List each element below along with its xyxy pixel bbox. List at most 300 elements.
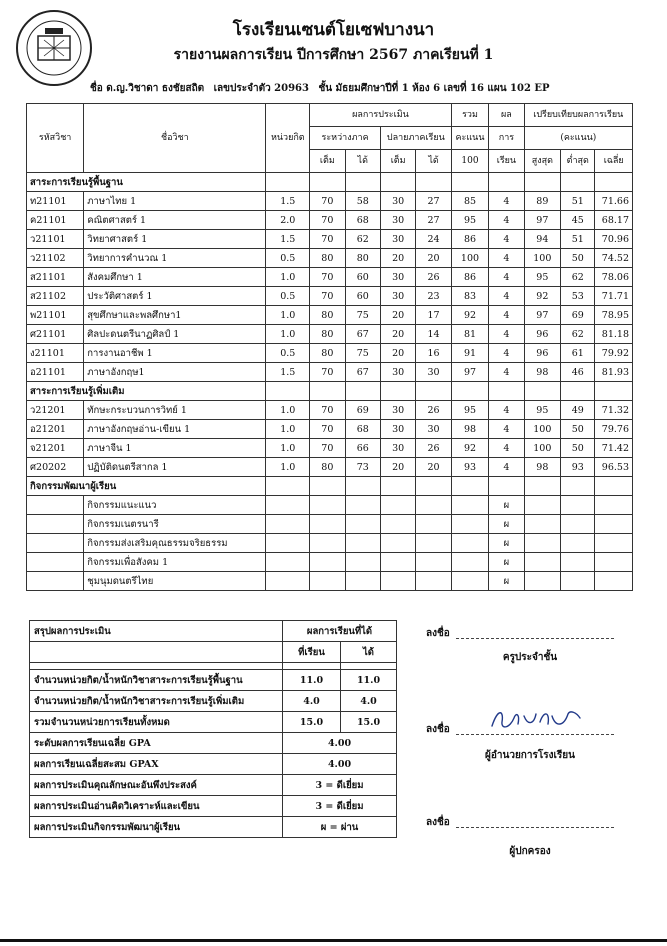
code-cell: อ21201 (27, 420, 84, 439)
activity-name: ชุมนุมดนตรีไทย (84, 572, 266, 591)
code-cell: ว21102 (27, 249, 84, 268)
mid-full-cell: 70 (310, 230, 345, 249)
total-credits-label: รวมจำนวนหน่วยการเรียนทั้งหมด (30, 712, 283, 733)
fin-full-cell: 30 (380, 401, 415, 420)
table-row (27, 458, 633, 477)
credits-cell: 1.0 (266, 306, 310, 325)
mid-got-cell: 58 (345, 192, 380, 211)
empty-cell (451, 382, 488, 401)
group-title: กิจกรรมพัฒนาผู้เรียน (27, 477, 266, 496)
grade-cell: 4 (489, 287, 524, 306)
code-cell: ศ20202 (27, 458, 84, 477)
table-row (27, 363, 633, 382)
basic-credits-got: 11.0 (341, 670, 397, 691)
fin-full-cell: 20 (380, 306, 415, 325)
credits-cell: 2.0 (266, 211, 310, 230)
director-signature (488, 702, 584, 736)
min-cell: 49 (561, 401, 595, 420)
basic-credits-label: จำนวนหน่วยกิต/น้ำหนักวิชาสาระการเรียนรู้พื้นฐาน (30, 670, 283, 691)
total-cell: 92 (451, 439, 488, 458)
mid-got-cell: 67 (345, 363, 380, 382)
empty-cell (451, 173, 488, 192)
subject-cell: ปฏิบัติดนตรีสากล 1 (84, 458, 266, 477)
fin-got-cell: 26 (416, 439, 451, 458)
empty-cell (266, 553, 310, 572)
grade-cell: 4 (489, 325, 524, 344)
code-cell: ว21201 (27, 401, 84, 420)
total-cell: 92 (451, 306, 488, 325)
fin-got-cell: 17 (416, 306, 451, 325)
table-row (27, 344, 633, 363)
max-cell: 96 (524, 344, 560, 363)
table-row (27, 249, 633, 268)
activity-row (27, 515, 633, 534)
empty-cell (416, 173, 451, 192)
header-total-2: คะแนน (451, 127, 488, 150)
mid-full-cell: 80 (310, 344, 345, 363)
credits-cell: 1.5 (266, 230, 310, 249)
subject-cell: ศิลปะดนตรีนาฏศิลป์ 1 (84, 325, 266, 344)
empty-cell (451, 553, 488, 572)
code-cell (27, 515, 84, 534)
empty-cell (595, 534, 633, 553)
avg-cell: 81.18 (595, 325, 633, 344)
fin-full-cell: 20 (380, 458, 415, 477)
header-grade-2: การ (489, 127, 524, 150)
subject-cell: สุขศึกษาและพลศึกษา1 (84, 306, 266, 325)
fin-full-cell: 30 (380, 211, 415, 230)
fin-got-cell: 27 (416, 211, 451, 230)
fin-full-cell: 30 (380, 287, 415, 306)
fin-full-cell: 20 (380, 249, 415, 268)
credits-cell: 1.0 (266, 401, 310, 420)
header-fin-got: ได้ (416, 150, 451, 173)
empty-cell (266, 496, 310, 515)
total-cell: 85 (451, 192, 488, 211)
activity-grade: ผ (489, 553, 524, 572)
sign-line-director (456, 734, 614, 735)
table-row (27, 401, 633, 420)
bottom-rule (0, 939, 667, 942)
grade-cell: 4 (489, 230, 524, 249)
header-avg: เฉลี่ย (595, 150, 633, 173)
grade-cell: 4 (489, 420, 524, 439)
empty-cell (595, 477, 633, 496)
mid-full-cell: 70 (310, 268, 345, 287)
empty-cell (345, 572, 380, 591)
fin-got-cell: 24 (416, 230, 451, 249)
avg-cell: 79.92 (595, 344, 633, 363)
empty-cell (595, 572, 633, 591)
mid-got-cell: 68 (345, 420, 380, 439)
header-midterm: ระหว่างภาค (310, 127, 381, 150)
code-cell (27, 553, 84, 572)
max-cell: 97 (524, 306, 560, 325)
total-credits-registered: 15.0 (283, 712, 341, 733)
max-cell: 100 (524, 439, 560, 458)
summary-result-header: ผลการเรียนที่ได้ (283, 621, 397, 642)
empty-cell (266, 477, 310, 496)
student-id: เลขประจำตัว 20963 (213, 83, 309, 94)
empty-cell (524, 382, 560, 401)
table-row (27, 192, 633, 211)
total-cell: 83 (451, 287, 488, 306)
mid-got-cell: 66 (345, 439, 380, 458)
subject-cell: วิทยาศาสตร์ 1 (84, 230, 266, 249)
empty-cell (345, 534, 380, 553)
max-cell: 100 (524, 420, 560, 439)
student-info (90, 81, 650, 96)
min-cell: 62 (561, 268, 595, 287)
activity-grade: ผ (489, 515, 524, 534)
header-code: รหัสวิชา (27, 104, 84, 173)
empty-cell (561, 553, 595, 572)
summary-gap (283, 663, 341, 670)
header-credits: หน่วยกิต (266, 104, 310, 173)
avg-cell: 71.32 (595, 401, 633, 420)
empty-cell (595, 553, 633, 572)
empty-cell (266, 572, 310, 591)
empty-cell (310, 515, 345, 534)
activity-row (27, 553, 633, 572)
max-cell: 98 (524, 458, 560, 477)
max-cell: 98 (524, 363, 560, 382)
fin-full-cell: 30 (380, 230, 415, 249)
fin-got-cell: 14 (416, 325, 451, 344)
summary-title: สรุปผลการประเมิน (30, 621, 283, 642)
avg-cell: 68.17 (595, 211, 633, 230)
empty-cell (561, 534, 595, 553)
sign-line-guardian (456, 827, 614, 828)
summary-table (29, 620, 397, 838)
empty-cell (524, 173, 560, 192)
mid-full-cell: 80 (310, 249, 345, 268)
header-grade-3: เรียน (489, 150, 524, 173)
credits-cell: 1.0 (266, 458, 310, 477)
fin-full-cell: 30 (380, 420, 415, 439)
summary-col-got: ได้ (341, 642, 397, 663)
empty-cell (595, 382, 633, 401)
code-cell (27, 534, 84, 553)
student-name: ชื่อ ด.ญ.วิชาดา ธงชัยสถิต (90, 83, 205, 94)
student-class: ชั้น มัธยมศึกษาปีที่ 1 ห้อง 6 เลขที่ 16 แผน 102 EP (318, 83, 550, 94)
credits-cell: 1.0 (266, 439, 310, 458)
header-compare-2: (คะแนน) (524, 127, 632, 150)
summary-gap (30, 663, 283, 670)
empty-cell (524, 496, 560, 515)
credits-cell: 0.5 (266, 287, 310, 306)
guardian-label: ผู้ปกครอง (509, 846, 551, 857)
mid-got-cell: 75 (345, 306, 380, 325)
sign-label-guardian: ลงชื่อ (426, 817, 450, 828)
code-cell: ท21101 (27, 192, 84, 211)
min-cell: 51 (561, 192, 595, 211)
empty-cell (380, 173, 415, 192)
activity-name: กิจกรรมเพื่อสังคม 1 (84, 553, 266, 572)
credits-cell: 1.0 (266, 325, 310, 344)
grade-cell: 4 (489, 306, 524, 325)
total-cell: 95 (451, 401, 488, 420)
empty-cell (416, 515, 451, 534)
header-subject: ชื่อวิชา (84, 104, 266, 173)
reading-writing-label: ผลการประเมินอ่านคิดวิเคราะห์และเขียน (30, 796, 283, 817)
subject-cell: ภาษาไทย 1 (84, 192, 266, 211)
empty-cell (416, 477, 451, 496)
basic-credits-registered: 11.0 (283, 670, 341, 691)
total-cell: 91 (451, 344, 488, 363)
header-mid-got: ได้ (345, 150, 380, 173)
min-cell: 93 (561, 458, 595, 477)
subject-cell: คณิตศาสตร์ 1 (84, 211, 266, 230)
max-cell: 100 (524, 249, 560, 268)
empty-cell (451, 477, 488, 496)
mid-full-cell: 70 (310, 287, 345, 306)
empty-cell (266, 534, 310, 553)
max-cell: 89 (524, 192, 560, 211)
fin-got-cell: 20 (416, 458, 451, 477)
empty-cell (345, 496, 380, 515)
empty-cell (416, 572, 451, 591)
table-row (27, 287, 633, 306)
avg-cell: 78.95 (595, 306, 633, 325)
empty-cell (561, 515, 595, 534)
grade-cell: 4 (489, 192, 524, 211)
header-compare-1: เปรียบเทียบผลการเรียน (524, 104, 632, 127)
mid-full-cell: 80 (310, 458, 345, 477)
gpa-value: 4.00 (283, 733, 397, 754)
subject-cell: ภาษาอังกฤษ1 (84, 363, 266, 382)
empty-cell (310, 572, 345, 591)
empty-cell (345, 553, 380, 572)
subject-cell: ภาษาอังกฤษอ่าน-เขียน 1 (84, 420, 266, 439)
characteristics-value: 3 = ดีเยี่ยม (283, 775, 397, 796)
empty-cell (310, 477, 345, 496)
header-min: ต่ำสุด (561, 150, 595, 173)
min-cell: 69 (561, 306, 595, 325)
fin-full-cell: 20 (380, 325, 415, 344)
code-cell: ศ21101 (27, 325, 84, 344)
empty-cell (595, 515, 633, 534)
avg-cell: 71.71 (595, 287, 633, 306)
empty-cell (266, 382, 310, 401)
mid-full-cell: 70 (310, 211, 345, 230)
empty-cell (416, 534, 451, 553)
avg-cell: 81.93 (595, 363, 633, 382)
table-row (27, 230, 633, 249)
code-cell (27, 572, 84, 591)
fin-got-cell: 26 (416, 268, 451, 287)
fin-full-cell: 30 (380, 268, 415, 287)
empty-cell (524, 572, 560, 591)
grade-cell: 4 (489, 401, 524, 420)
gpax-value: 4.00 (283, 754, 397, 775)
avg-cell: 74.52 (595, 249, 633, 268)
summary-col-registered: ที่เรียน (283, 642, 341, 663)
mid-got-cell: 75 (345, 344, 380, 363)
group-row (27, 382, 633, 401)
table-row (27, 439, 633, 458)
school-name: โรงเรียนเซนต์โยเซฟบางนา (232, 20, 435, 40)
header-final: ปลายภาคเรียน (380, 127, 451, 150)
empty-cell (416, 382, 451, 401)
add-credits-got: 4.0 (341, 691, 397, 712)
mid-got-cell: 80 (345, 249, 380, 268)
empty-cell (416, 496, 451, 515)
group-title: สาระการเรียนรู้พื้นฐาน (27, 173, 266, 192)
sign-line-teacher (456, 638, 614, 639)
empty-cell (524, 534, 560, 553)
activities-label: ผลการประเมินกิจกรรมพัฒนาผู้เรียน (30, 817, 283, 838)
empty-cell (310, 553, 345, 572)
avg-cell: 71.66 (595, 192, 633, 211)
empty-cell (451, 534, 488, 553)
empty-cell (561, 572, 595, 591)
summary-blank (30, 642, 283, 663)
total-cell: 97 (451, 363, 488, 382)
mid-got-cell: 68 (345, 211, 380, 230)
empty-cell (345, 477, 380, 496)
activity-grade: ผ (489, 572, 524, 591)
total-cell: 98 (451, 420, 488, 439)
empty-cell (561, 173, 595, 192)
min-cell: 46 (561, 363, 595, 382)
empty-cell (380, 534, 415, 553)
gpa-label: ระดับผลการเรียนเฉลี่ย GPA (30, 733, 283, 754)
credits-cell: 1.0 (266, 268, 310, 287)
avg-cell: 79.76 (595, 420, 633, 439)
credits-cell: 1.5 (266, 192, 310, 211)
max-cell: 94 (524, 230, 560, 249)
fin-full-cell: 20 (380, 344, 415, 363)
empty-cell (524, 553, 560, 572)
table-row (27, 325, 633, 344)
activities-value: ผ = ผ่าน (283, 817, 397, 838)
activity-name: กิจกรรมเนตรนารี (84, 515, 266, 534)
empty-cell (310, 173, 345, 192)
subject-cell: ภาษาจีน 1 (84, 439, 266, 458)
mid-full-cell: 70 (310, 420, 345, 439)
header-evaluation: ผลการประเมิน (310, 104, 452, 127)
empty-cell (451, 572, 488, 591)
code-cell: จ21201 (27, 439, 84, 458)
empty-cell (380, 477, 415, 496)
empty-cell (380, 382, 415, 401)
mid-full-cell: 70 (310, 192, 345, 211)
group-row (27, 477, 633, 496)
avg-cell: 71.42 (595, 439, 633, 458)
mid-full-cell: 70 (310, 439, 345, 458)
empty-cell (561, 496, 595, 515)
activity-row (27, 572, 633, 591)
mid-got-cell: 60 (345, 268, 380, 287)
fin-full-cell: 30 (380, 192, 415, 211)
credits-cell: 1.0 (266, 420, 310, 439)
activity-grade: ผ (489, 534, 524, 553)
subject-cell: การงานอาชีพ 1 (84, 344, 266, 363)
table-row (27, 268, 633, 287)
subject-cell: สังคมศึกษา 1 (84, 268, 266, 287)
fin-full-cell: 30 (380, 363, 415, 382)
empty-cell (345, 515, 380, 534)
code-cell: ง21101 (27, 344, 84, 363)
table-row (27, 420, 633, 439)
sign-label-director: ลงชื่อ (426, 724, 450, 735)
header-mid-full: เต็ม (310, 150, 345, 173)
empty-cell (595, 496, 633, 515)
mid-got-cell: 62 (345, 230, 380, 249)
subject-cell: วิทยาการคำนวณ 1 (84, 249, 266, 268)
mid-full-cell: 80 (310, 325, 345, 344)
code-cell: ว21101 (27, 230, 84, 249)
header-total-1: รวม (451, 104, 488, 127)
empty-cell (266, 515, 310, 534)
fin-got-cell: 27 (416, 192, 451, 211)
total-cell: 93 (451, 458, 488, 477)
empty-cell (561, 477, 595, 496)
empty-cell (310, 496, 345, 515)
mid-full-cell: 70 (310, 401, 345, 420)
total-cell: 95 (451, 211, 488, 230)
empty-cell (524, 515, 560, 534)
empty-cell (380, 515, 415, 534)
fin-got-cell: 20 (416, 249, 451, 268)
empty-cell (451, 515, 488, 534)
min-cell: 50 (561, 439, 595, 458)
avg-cell: 70.96 (595, 230, 633, 249)
min-cell: 61 (561, 344, 595, 363)
grade-cell: 4 (489, 344, 524, 363)
credits-cell: 0.5 (266, 249, 310, 268)
mid-got-cell: 69 (345, 401, 380, 420)
homeroom-teacher-label: ครูประจำชั้น (502, 652, 558, 663)
report-title: รายงานผลการเรียน ปีการศึกษา 2567 ภาคเรียนที่ 1 (173, 47, 494, 63)
fin-full-cell: 30 (380, 439, 415, 458)
min-cell: 53 (561, 287, 595, 306)
reading-writing-value: 3 = ดีเยี่ยม (283, 796, 397, 817)
empty-cell (416, 553, 451, 572)
subject-cell: ประวัติศาสตร์ 1 (84, 287, 266, 306)
total-cell: 86 (451, 268, 488, 287)
add-credits-registered: 4.0 (283, 691, 341, 712)
code-cell: ส21101 (27, 268, 84, 287)
fin-got-cell: 16 (416, 344, 451, 363)
empty-cell (380, 553, 415, 572)
grade-cell: 4 (489, 439, 524, 458)
gpax-label: ผลการเรียนเฉลี่ยสะสม GPAX (30, 754, 283, 775)
empty-cell (561, 382, 595, 401)
max-cell: 95 (524, 401, 560, 420)
grade-cell: 4 (489, 268, 524, 287)
header-grade-1: ผล (489, 104, 524, 127)
max-cell: 96 (524, 325, 560, 344)
mid-full-cell: 80 (310, 306, 345, 325)
grade-cell: 4 (489, 363, 524, 382)
empty-cell (380, 572, 415, 591)
min-cell: 50 (561, 420, 595, 439)
fin-got-cell: 30 (416, 420, 451, 439)
sign-label-teacher: ลงชื่อ (426, 628, 450, 639)
empty-cell (345, 173, 380, 192)
grade-cell: 4 (489, 211, 524, 230)
mid-got-cell: 60 (345, 287, 380, 306)
total-credits-got: 15.0 (341, 712, 397, 733)
code-cell: พ21101 (27, 306, 84, 325)
empty-cell (266, 173, 310, 192)
code-cell: ส21102 (27, 287, 84, 306)
total-cell: 86 (451, 230, 488, 249)
grade-cell: 4 (489, 458, 524, 477)
max-cell: 92 (524, 287, 560, 306)
